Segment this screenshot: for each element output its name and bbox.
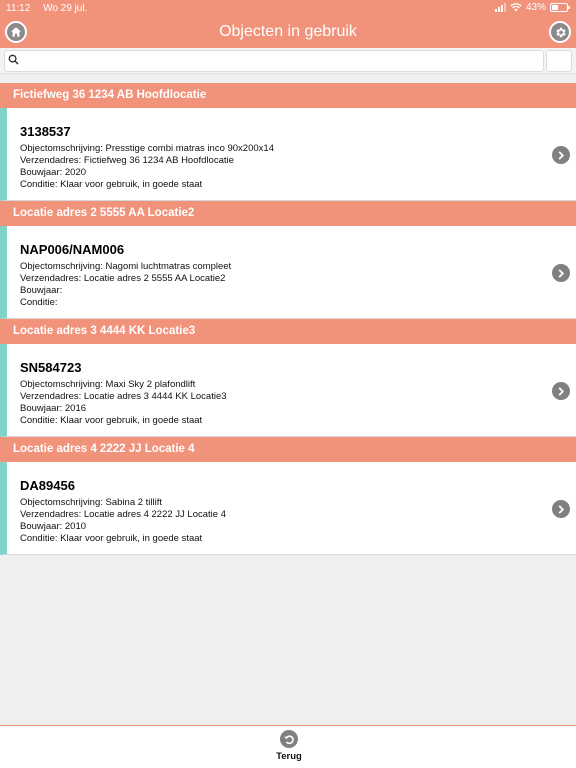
item-address: Verzendadres: Locatie adres 2 5555 AA Locatie2 — [20, 273, 226, 284]
status-left — [6, 3, 87, 14]
item-id: DA89456 — [20, 478, 75, 493]
chevron-right-icon — [557, 269, 565, 278]
item-description: Objectomschrijving: Nagomi luchtmatras compleet — [20, 261, 232, 272]
back-icon-wrapper — [280, 730, 298, 748]
item-detail-button[interactable] — [552, 382, 570, 400]
item-condition: Conditie: Klaar voor gebruik, in goede staat — [20, 533, 203, 544]
back-label: Terug — [276, 751, 302, 762]
item-year: Bouwjaar: 2010 — [20, 521, 87, 532]
status-time: 11:12 — [6, 3, 31, 14]
item-year: Bouwjaar: — [20, 285, 63, 296]
group-header: Locatie adres 4 2222 JJ Locatie 4 — [0, 437, 576, 462]
item-description: Objectomschrijving: Maxi Sky 2 plafondlift — [20, 379, 196, 390]
status-date: Wo 29 jul. — [43, 3, 88, 14]
item-details — [20, 497, 226, 545]
item-detail-button[interactable] — [552, 264, 570, 282]
item-address: Verzendadres: Fictiefweg 36 1234 AB Hoofdlocatie — [20, 155, 234, 166]
chevron-right-icon — [557, 387, 565, 396]
item-detail-button[interactable] — [552, 500, 570, 518]
group-header: Fictiefweg 36 1234 AB Hoofdlocatie — [0, 83, 576, 108]
search-input[interactable] — [4, 50, 544, 72]
wifi-icon — [510, 3, 522, 12]
item-address: Verzendadres: Locatie adres 3 4444 KK Locatie3 — [20, 391, 227, 402]
app-header — [0, 0, 576, 48]
item-id: SN584723 — [20, 360, 82, 375]
list-item[interactable] — [0, 344, 576, 437]
back-button[interactable] — [272, 730, 306, 768]
search-bar — [0, 48, 576, 74]
item-year: Bouwjaar: 2016 — [20, 403, 87, 414]
item-details — [20, 261, 231, 309]
settings-button[interactable] — [549, 21, 571, 43]
item-description: Objectomschrijving: Sabina 2 tillift — [20, 497, 163, 508]
item-condition: Conditie: — [20, 297, 58, 308]
signal-icon — [495, 3, 506, 12]
item-condition: Conditie: Klaar voor gebruik, in goede staat — [20, 415, 203, 426]
chevron-right-icon — [557, 151, 565, 160]
chevron-right-icon — [557, 505, 565, 514]
search-icon — [8, 54, 19, 65]
item-details — [20, 379, 227, 427]
battery-percentage: 43% — [525, 2, 546, 13]
object-list — [0, 83, 576, 555]
list-item[interactable] — [0, 462, 576, 555]
item-id: 3138537 — [20, 124, 71, 139]
item-id: NAP006/NAM006 — [20, 242, 125, 257]
item-description: Objectomschrijving: Presstige combi matras inco 90x200x14 — [20, 143, 274, 154]
item-year: Bouwjaar: 2020 — [20, 167, 87, 178]
status-right — [495, 2, 568, 13]
page-title: Objecten in gebruik — [219, 23, 357, 40]
bottom-toolbar — [0, 725, 576, 768]
gear-icon — [554, 26, 567, 39]
item-address: Verzendadres: Locatie adres 4 2222 JJ Locatie 4 — [20, 509, 226, 520]
status-bar — [0, 0, 576, 16]
item-condition: Conditie: Klaar voor gebruik, in goede staat — [20, 179, 203, 190]
group-header: Locatie adres 2 5555 AA Locatie2 — [0, 201, 576, 226]
list-item[interactable] — [0, 108, 576, 201]
search-button[interactable] — [546, 50, 572, 72]
item-detail-button[interactable] — [552, 146, 570, 164]
battery-icon — [550, 3, 568, 12]
list-item[interactable] — [0, 226, 576, 319]
back-arrow-icon — [283, 733, 295, 745]
group-header: Locatie adres 3 4444 KK Locatie3 — [0, 319, 576, 344]
item-details — [20, 143, 274, 191]
